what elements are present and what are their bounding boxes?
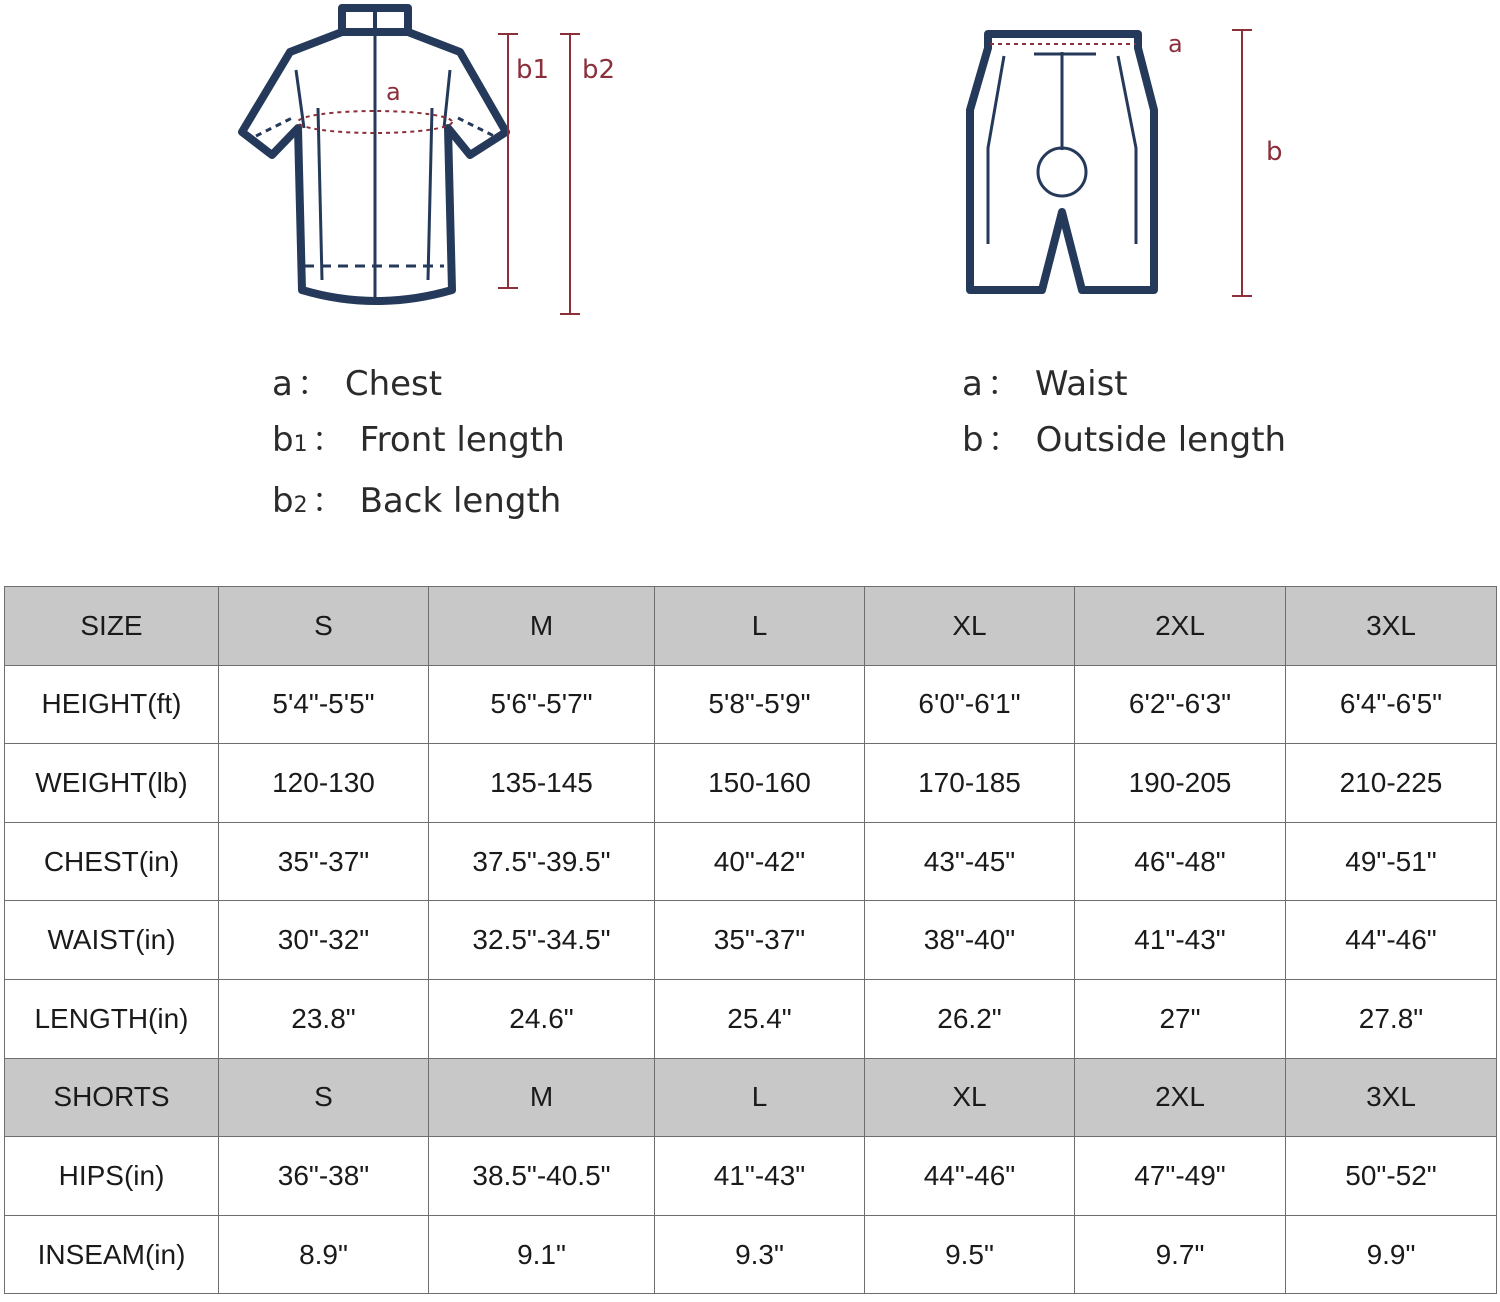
- header-cell: SHORTS: [5, 1058, 219, 1137]
- table-row: [5, 665, 1497, 744]
- table-cell: 38"-40": [865, 901, 1075, 980]
- table-cell: 40"-42": [655, 822, 865, 901]
- table-header-row: [5, 587, 1497, 666]
- legend-outside-length: b ： Outside length: [962, 420, 1287, 460]
- legend-waist: a ： Waist: [962, 364, 1128, 404]
- table-cell: 210-225: [1286, 744, 1497, 823]
- header-cell: L: [655, 587, 865, 666]
- table-cell: 41"-43": [655, 1137, 865, 1216]
- jersey-label-a: a: [386, 78, 401, 106]
- table-cell: 135-145: [429, 744, 655, 823]
- row-label: HIPS(in): [5, 1137, 219, 1216]
- legend-front-length: b1 ： Front length: [272, 420, 565, 460]
- table-cell: 43"-45": [865, 822, 1075, 901]
- header-cell: S: [219, 1058, 429, 1137]
- table-row: [5, 979, 1497, 1058]
- table-row: [5, 1215, 1497, 1294]
- table-cell: 41"-43": [1075, 901, 1286, 980]
- table-cell: 35"-37": [655, 901, 865, 980]
- jersey-label-b2: b2: [582, 55, 616, 85]
- table-cell: 9.9": [1286, 1215, 1497, 1294]
- table-cell: 8.9": [219, 1215, 429, 1294]
- row-label: INSEAM(in): [5, 1215, 219, 1294]
- header-cell: 3XL: [1286, 1058, 1497, 1137]
- table-cell: 26.2": [865, 979, 1075, 1058]
- table-cell: 150-160: [655, 744, 865, 823]
- header-cell: M: [429, 587, 655, 666]
- table-row: [5, 1137, 1497, 1216]
- legend-back-length: b2 ： Back length: [272, 481, 562, 521]
- jersey-diagram: [220, 0, 640, 330]
- header-cell: L: [655, 1058, 865, 1137]
- table-cell: 36"-38": [219, 1137, 429, 1216]
- header-cell: S: [219, 587, 429, 666]
- shorts-header-row: [5, 1058, 1497, 1137]
- row-label: LENGTH(in): [5, 979, 219, 1058]
- row-label: CHEST(in): [5, 822, 219, 901]
- header-cell: XL: [865, 587, 1075, 666]
- shorts-diagram: [940, 0, 1300, 330]
- header-cell: SIZE: [5, 587, 219, 666]
- table-cell: 37.5"-39.5": [429, 822, 655, 901]
- table-cell: 5'8"-5'9": [655, 665, 865, 744]
- table-cell: 25.4": [655, 979, 865, 1058]
- shorts-label-b: b: [1266, 137, 1283, 167]
- shorts-label-a: a: [1168, 30, 1183, 58]
- size-chart-table: [4, 586, 1497, 1294]
- table-cell: 6'4"-6'5": [1286, 665, 1497, 744]
- row-label: WEIGHT(lb): [5, 744, 219, 823]
- header-cell: 2XL: [1075, 587, 1286, 666]
- table-cell: 44"-46": [865, 1137, 1075, 1216]
- table-cell: 50"-52": [1286, 1137, 1497, 1216]
- table-cell: 27": [1075, 979, 1286, 1058]
- header-cell: XL: [865, 1058, 1075, 1137]
- table-cell: 49"-51": [1286, 822, 1497, 901]
- table-cell: 190-205: [1075, 744, 1286, 823]
- table-cell: 6'2"-6'3": [1075, 665, 1286, 744]
- table-cell: 120-130: [219, 744, 429, 823]
- table-cell: 23.8": [219, 979, 429, 1058]
- table-cell: 38.5"-40.5": [429, 1137, 655, 1216]
- table-cell: 9.3": [655, 1215, 865, 1294]
- table-cell: 5'6"-5'7": [429, 665, 655, 744]
- table-row: [5, 744, 1497, 823]
- table-cell: 9.5": [865, 1215, 1075, 1294]
- jersey-label-b1: b1: [516, 55, 550, 85]
- header-cell: 2XL: [1075, 1058, 1286, 1137]
- table-row: [5, 901, 1497, 980]
- table-cell: 24.6": [429, 979, 655, 1058]
- row-label: WAIST(in): [5, 901, 219, 980]
- table-cell: 9.1": [429, 1215, 655, 1294]
- table-cell: 6'0"-6'1": [865, 665, 1075, 744]
- header-cell: 3XL: [1286, 587, 1497, 666]
- table-cell: 46"-48": [1075, 822, 1286, 901]
- legend-chest: a ： Chest: [272, 364, 443, 404]
- table-cell: 5'4"-5'5": [219, 665, 429, 744]
- table-cell: 170-185: [865, 744, 1075, 823]
- header-cell: M: [429, 1058, 655, 1137]
- table-cell: 47"-49": [1075, 1137, 1286, 1216]
- table-cell: 44"-46": [1286, 901, 1497, 980]
- table-cell: 9.7": [1075, 1215, 1286, 1294]
- table-cell: 27.8": [1286, 979, 1497, 1058]
- table-cell: 35"-37": [219, 822, 429, 901]
- row-label: HEIGHT(ft): [5, 665, 219, 744]
- table-cell: 30"-32": [219, 901, 429, 980]
- table-row: [5, 822, 1497, 901]
- table-cell: 32.5"-34.5": [429, 901, 655, 980]
